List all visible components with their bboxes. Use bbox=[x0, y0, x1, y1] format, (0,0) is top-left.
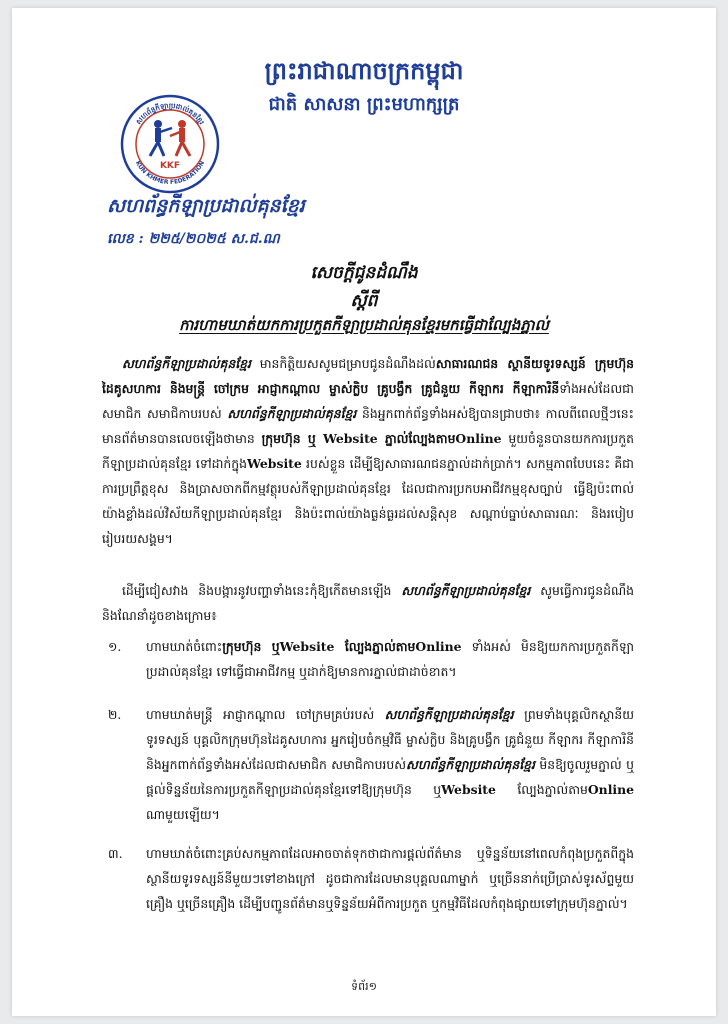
document-page bbox=[12, 8, 716, 1016]
reference-number: លេខ : ២២៥/២០២៥ ស.ជ.ណ bbox=[107, 231, 280, 247]
list-item: ៣. ហាមឃាត់ចំពោះគ្រប់សកម្មភាពដែលអាចចាត់ទុកថាជាការផ្តល់ព័ត៌មាន ឬទិន្នន័យនៅពេលកំពុងប្រកួតពីក្នុងស្ថានីយទូរទស្សន៍នីមួយៗទៅខាងក្រៅ ដូចជាការដែលមានបុគ្គលណាម្នាក់ ឬច្រើននាក់ប្រើប្រាស់ទូរស័ព្ទមួយគ្រឿង ឬច្រើនគ្រឿង ដើម្បីបញ្ជូនព័ត៌មានឬទិន្នន័យអំពីការប្រកួត ឬកម្មវិធីដែលកំពុងផ្សាយទៅក្រុមហ៊ុនភ្នាល់។ bbox=[102, 841, 634, 916]
org-ref: សហព័ន្ធកីឡាប្រដាល់គុនខ្មែរ bbox=[227, 406, 357, 421]
page-number: ទំព័រ១ bbox=[351, 980, 377, 993]
kingdom-heading: ព្រះរាជាណាចក្រកម្ពុជា bbox=[264, 56, 464, 85]
logo-initials: KKF bbox=[159, 161, 181, 171]
list-number: ១. bbox=[108, 639, 122, 654]
organization-name: សហព័ន្ធកីឡាប្រដាល់គុនខ្មែរ bbox=[107, 195, 305, 217]
notice-about: ស្តីពី bbox=[350, 291, 378, 311]
list-number: ២. bbox=[108, 707, 122, 722]
notice-title: សេចក្តីជូនដំណឹង bbox=[310, 263, 418, 283]
list-number: ៣. bbox=[108, 846, 123, 861]
paragraph-directive: ដើម្បីជៀសវាង និងបង្ការនូវបញ្ហាទាំងនេះកុំឱ្យកើតមានឡើង សហព័ន្ធកីឡាប្រដាល់គុនខ្មែរ សូមធ្វើការជូនដំណឹង និងណែនាំដូចខាងក្រោម៖ bbox=[102, 583, 635, 623]
list-item: ២. ហាមឃាត់មន្ត្រី អាជ្ញាកណ្តាល ចៅក្រមគ្រប់របស់ សហព័ន្ធកីឡាប្រដាល់គុនខ្មែរ ព្រមទាំងបុគ្គលិកស្ថានីយទូរទស្សន៍ បុគ្គលិកក្រុមហ៊ុនដៃគូសហការ អ្នករៀបចំកម្មវិធី ម្ចាស់ក្លិប និងគ្រូបង្វឹក គ្រូជំនួយ កីឡាករ កីឡាការិនី និងអ្នកពាក់ព័ន្ធទាំងអស់ដែលជាសមាជិក សមាជិកាបរបស់សហព័ន្ធកីឡាប្រដាល់គុនខ្មែរ មិនឱ្យចូលរួមភ្នាល់ ឬផ្តល់ទិន្នន័យនៃការប្រកួតកីឡាប្រដាល់គុនខ្មែរទៅឱ្យក្រុមហ៊ុន ឬWebsite ល្បែងភ្នាល់តាមOnline ណាមួយឡើយ។ bbox=[102, 702, 634, 827]
national-motto: ជាតិ សាសនា ព្រះមហាក្សត្រ bbox=[268, 94, 460, 115]
logo-top-text: សហព័ន្ធកីឡាប្រដាល់គុនខ្មែរ bbox=[134, 101, 206, 127]
logo-bottom-text: KUN KHMER FEDERATION bbox=[133, 159, 207, 187]
federation-logo bbox=[120, 94, 220, 194]
list-item: ១. ហាមឃាត់ចំពោះក្រុមហ៊ុន ឬWebsite ល្បែងភ្នាល់តាមOnline ទាំងអស់ មិនឱ្យយកការប្រកួតកីឡាប្រដាល់គុនខ្មែរ ទៅធ្វើជាអាជីវកម្ម ឬដាក់ឱ្យមានការភ្នាល់ជាដាច់ខាត។ bbox=[102, 634, 634, 684]
paragraph-intro: សហព័ន្ធកីឡាប្រដាល់គុនខ្មែរ មានកិត្តិយសសូមជម្រាបជូនដំណឹងដល់សាធារណជន ស្ថានីយទូរទស្សន៍ ក្រុមហ៊ុនដៃគូសហការ និងមន្ត្រី ចៅក្រម អាជ្ញាកណ្តាល ម្ចាស់ក្លិប គ្រូបង្វឹក គ្រូជំនួយ កីឡាករ កីឡាការិនីទាំងអស់ដែលជាសមាជិក សមាជិកាបរបស់ សហព័ន្ធកីឡាប្រដាល់គុនខ្មែរ និងអ្នកពាក់ព័ន្ធទាំងអស់ឱ្យបានជ្រាបថា៖ កាលពីពេលថ្មីៗនេះ មានព័ត៌មានបានលេចឡើងថាមាន ក្រុមហ៊ុន ឬ Website ភ្នាល់ល្បែងតាមOnline មួយចំនួនបានយកការប្រកួតកីឡាប្រដាល់គុនខ្មែរ ទៅដាក់ក្នុងWebsite របស់ខ្លួន ដើម្បីឱ្យសាធារណជនភ្នាល់ដាក់ប្រាក់។ សកម្មភាពបែបនេះ គឺជាការប្រព្រឹត្តខុស និងប្រាសចាកពីកម្មវត្ថុរបស់កីឡាប្រដាល់គុនខ្មែរ ដែលជាការប្រកបអាជីវកម្មខុសច្បាប់ ធ្វើឱ្យប៉ះពាល់យ៉ាងខ្លាំងដល់វិស័យកីឡាប្រដាល់គុនខ្មែរ និងប៉ះពាល់យ៉ាងធ្ងន់ធ្ងរដល់សន្តិសុខ សណ្តាប់ធ្នាប់សាធារណៈ និងរបៀបរៀបរយសង្គម។ bbox=[102, 356, 635, 546]
org-ref: សហព័ន្ធកីឡាប្រដាល់គុនខ្មែរ bbox=[122, 356, 251, 371]
directive-list bbox=[102, 634, 634, 934]
notice-subject: ការហាមឃាត់យកការប្រកួតកីឡាប្រដាល់គុនខ្មែរមកធ្វើជាល្បែងភ្នាល់ bbox=[179, 316, 549, 334]
org-ref: សហព័ន្ធកីឡាប្រដាល់គុនខ្មែរ bbox=[401, 583, 531, 598]
